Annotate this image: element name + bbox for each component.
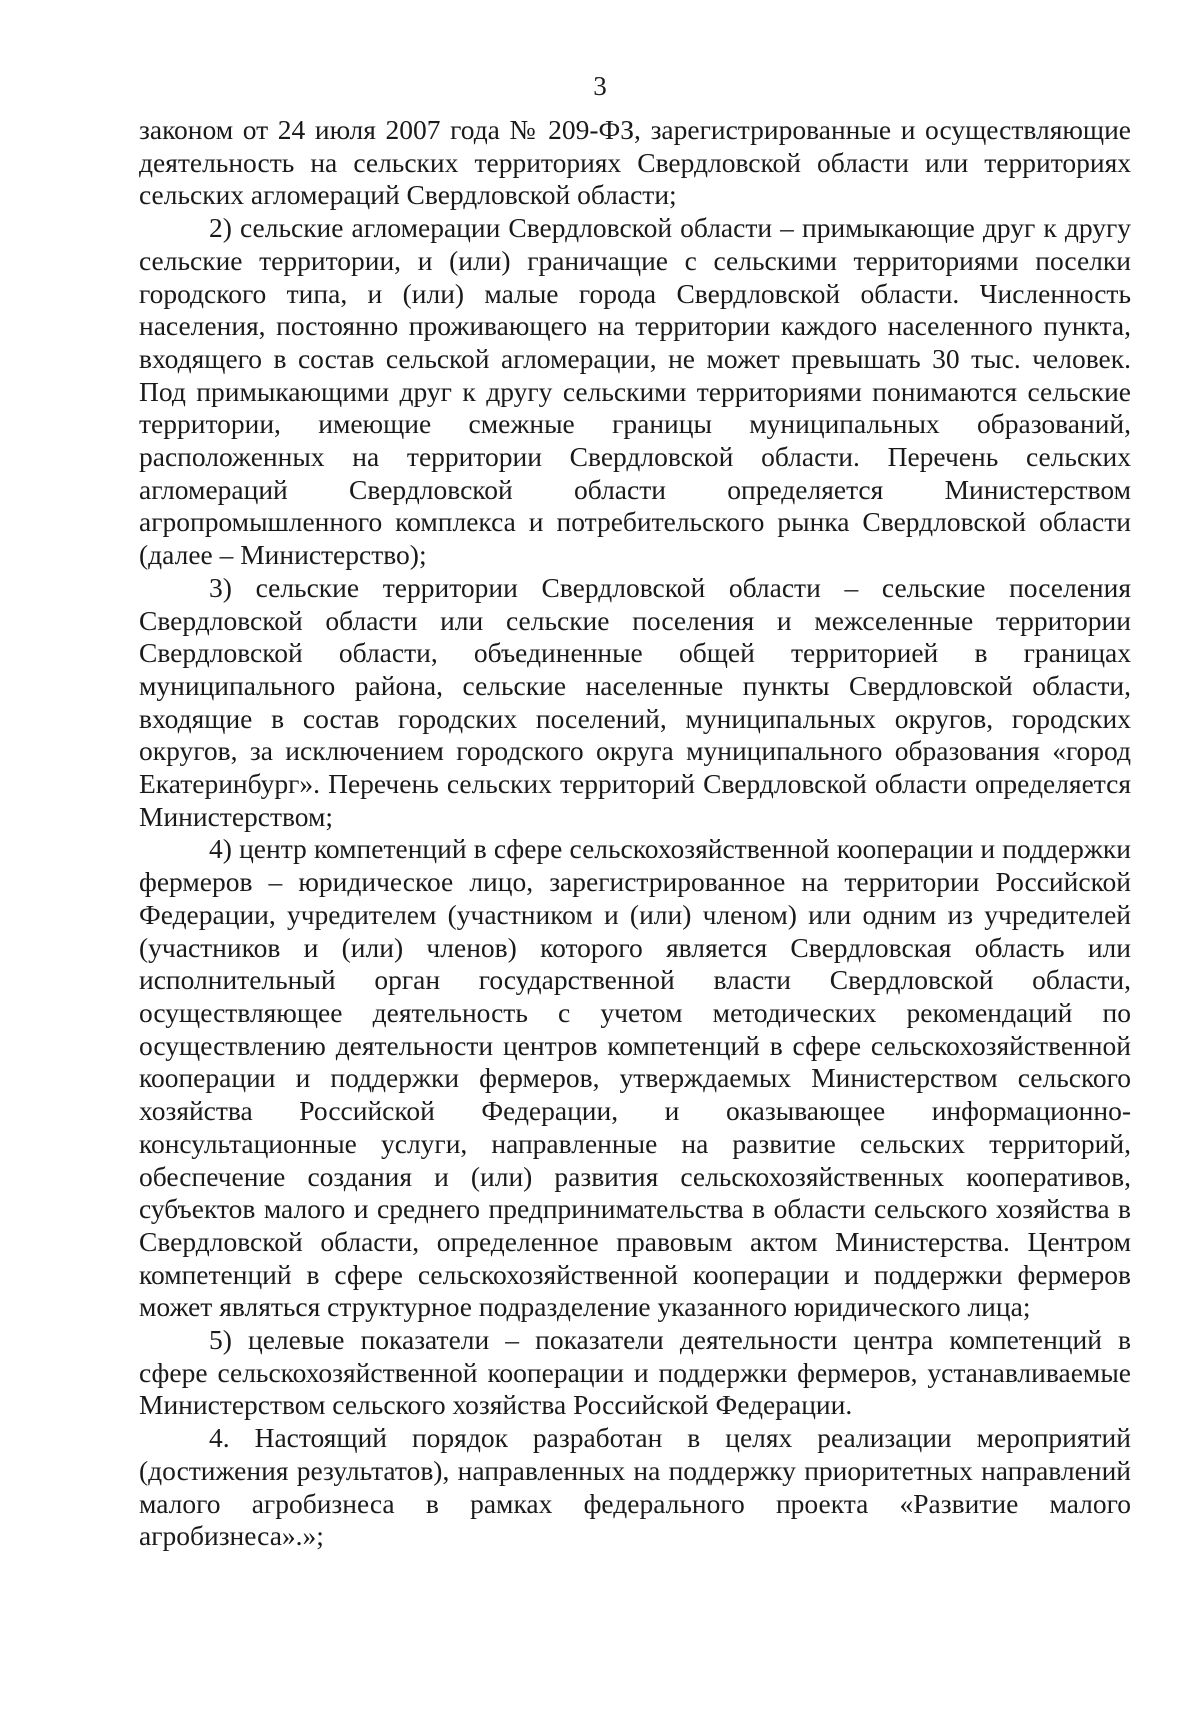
document-body xyxy=(139,114,1131,1553)
paragraph-item-3-rural-territories: 3) сельские территории Свердловской области – сельские поселения Свердловской области или сельские поселения и межселенные территории Свердловской области, объединенные общей территорией в границах муниципального района, сельские населенные пункты Свердловской области, входящие в состав городских поселений, муниципальных округов, городских округов, за исключением городского округа муниципального образования «город Екатеринбург». Перечень сельских территорий Свердловской области определяется Министерством; xyxy=(139,571,1131,832)
paragraph-section-4-purpose: 4. Настоящий порядок разработан в целях реализации мероприятий (достижения результатов), направленных на поддержку приоритетных направлений малого агробизнеса в рамках федерального проекта «Развитие малого агробизнеса».»; xyxy=(139,1422,1131,1552)
paragraph-continuation: законом от 24 июля 2007 года № 209-ФЗ, зарегистрированные и осуществляющие деятельность на сельских территориях Свердловской области или территориях сельских агломераций Свердловской области; xyxy=(139,114,1131,211)
page-number: 3 xyxy=(593,71,607,101)
paragraph-item-4-competence-center: 4) центр компетенций в сфере сельскохозяйственной кооперации и поддержки фермеров – юридическое лицо, зарегистрированное на территории Российской Федерации, учредителем (участником и (или) членом) или одним из учредителей (участников и (или) членов) которого является Свердловская область или исполнительный орган государственной власти Свердловской области, осуществляющее деятельность с учетом методических рекомендаций по осуществлению деятельности центров компетенций в сфере сельскохозяйственной кооперации и поддержки фермеров, утверждаемых Министерством сельского хозяйства Российской Федерации, и оказывающее информационно-консультационные услуги, направленные на развитие сельских территорий, обеспечение создания и (или) развития сельскохозяйственных кооперативов, субъектов малого и среднего предпринимательства в области сельского хозяйства в Свердловской области, определенное правовым актом Министерства. Центром компетенций в сфере сельскохозяйственной кооперации и поддержки фермеров может являться структурное подразделение указанного юридического лица; xyxy=(139,833,1131,1323)
paragraph-item-2-rural-agglomerations: 2) сельские агломерации Свердловской области – примыкающие друг к другу сельские территории, и (или) граничащие с сельскими территориями поселки городского типа, и (или) малые города Свердловской области. Численность населения, постоянно проживающего на территории каждого населенного пункта, входящего в состав сельской агломерации, не может превышать 30 тыс. человек. Под примыкающими друг к другу сельскими территориями понимаются сельские территории, имеющие смежные границы муниципальных образований, расположенных на территории Свердловской области. Перечень сельских агломераций Свердловской области определяется Министерством агропромышленного комплекса и потребительского рынка Свердловской области (далее – Министерство); xyxy=(139,212,1131,571)
paragraph-item-5-target-indicators: 5) целевые показатели – показатели деятельности центра компетенций в сфере сельскохозяйственной кооперации и поддержки фермеров, устанавливаемые Министерством сельского хозяйства Российской Федерации. xyxy=(139,1324,1131,1421)
